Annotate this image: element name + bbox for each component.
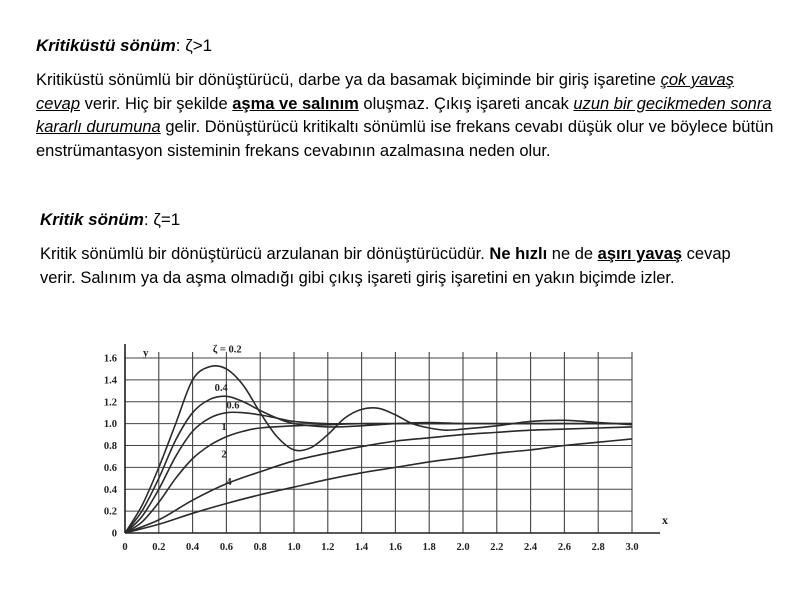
overdamped-text-3: oluşmaz. Çıkış işareti ancak [358, 94, 574, 113]
y-tick-label: 1.0 [103, 419, 117, 431]
y-tick-label: 0.4 [103, 484, 117, 496]
x-tick-label: 0.6 [219, 542, 233, 553]
x-tick-label: 0.4 [186, 542, 200, 553]
series-label: 2 [221, 449, 227, 461]
critical-emphasis-slow: aşırı yavaş [597, 245, 683, 263]
overdamped-emphasis-overshoot: aşma ve salınım [232, 94, 359, 113]
series-line [125, 424, 632, 533]
x-tick-label: 1.4 [355, 542, 369, 553]
series-label: 1 [221, 422, 227, 434]
overdamped-text-2: verir. Hiç bir şekilde [80, 94, 233, 113]
y-tick-label: 1.2 [103, 397, 117, 409]
critical-title: Kritik sönüm [40, 210, 144, 229]
x-tick-label: 2.4 [524, 542, 538, 553]
x-tick-label: 1.2 [321, 542, 335, 553]
x-tick-label: 3.0 [625, 542, 639, 553]
x-tick-label: 0 [122, 542, 128, 553]
x-tick-label: 0.2 [152, 542, 166, 553]
section-critical-heading [40, 208, 780, 232]
y-axis-label: y [143, 347, 149, 359]
series-label: 0.6 [226, 400, 240, 412]
series-line [125, 396, 632, 533]
x-tick-label: 2.6 [557, 542, 571, 553]
critical-text-3: cevap verir. Salınım ya da aşma olmadığı gibi çıkış işareti giriş işaretini en yakın biçimde izler. [40, 245, 731, 287]
x-tick-label: 1.0 [287, 542, 301, 553]
critical-text-1: Kritik sönümlü bir dönüştürücü arzulanan bir dönüştürücüdür. [40, 245, 490, 263]
x-tick-label: 2.0 [456, 542, 470, 553]
critical-paragraph [40, 243, 740, 290]
step-response-chart [88, 338, 688, 560]
overdamped-emphasis-delay: uzun bir gecikmeden sonra kararlı durumuna [36, 94, 772, 136]
series-label: 0.4 [214, 382, 228, 394]
x-tick-label: 0.8 [253, 542, 267, 553]
x-axis-label: x [662, 513, 668, 527]
overdamped-condition: : ζ>1 [175, 36, 213, 55]
y-tick-label: 0 [111, 528, 117, 540]
y-tick-label: 0.8 [103, 441, 117, 452]
y-tick-label: 0.6 [103, 462, 117, 474]
series-label: 4 [226, 476, 232, 488]
y-tick-label: 0.2 [103, 506, 117, 518]
y-tick-label: 1.4 [103, 375, 117, 387]
overdamped-paragraph [36, 69, 776, 163]
series-line [125, 439, 632, 533]
x-tick-label: 1.6 [388, 542, 402, 553]
series-label: ζ = 0.2 [212, 344, 242, 356]
series-line [125, 427, 632, 533]
x-tick-label: 2.8 [591, 542, 605, 553]
series-line [125, 412, 632, 533]
x-tick-label: 1.8 [422, 542, 436, 553]
overdamped-title: Kritiküstü sönüm [36, 36, 176, 55]
x-tick-label: 2.2 [490, 542, 504, 553]
critical-condition: : ζ=1 [143, 210, 181, 229]
overdamped-text-1: Kritiküstü sönümlü bir dönüştürücü, darbe ya da basamak biçiminde bir giriş işaretine [36, 71, 661, 89]
series-line [125, 366, 632, 533]
overdamped-text-4: gelir. Dönüştürücü kritikaltı sönümlü ise frekans cevabı düşük olur ve böylece bütün enstrümantasyon sisteminin frekans cevabının azalmasına neden olur. [36, 118, 774, 160]
critical-emphasis-fast: Ne hızlı [489, 245, 548, 263]
critical-text-2: ne de [547, 245, 598, 263]
overdamped-emphasis-slow: çok yavaş cevap [36, 71, 734, 113]
section-overdamped-heading [36, 34, 776, 58]
y-tick-label: 1.6 [103, 353, 117, 365]
